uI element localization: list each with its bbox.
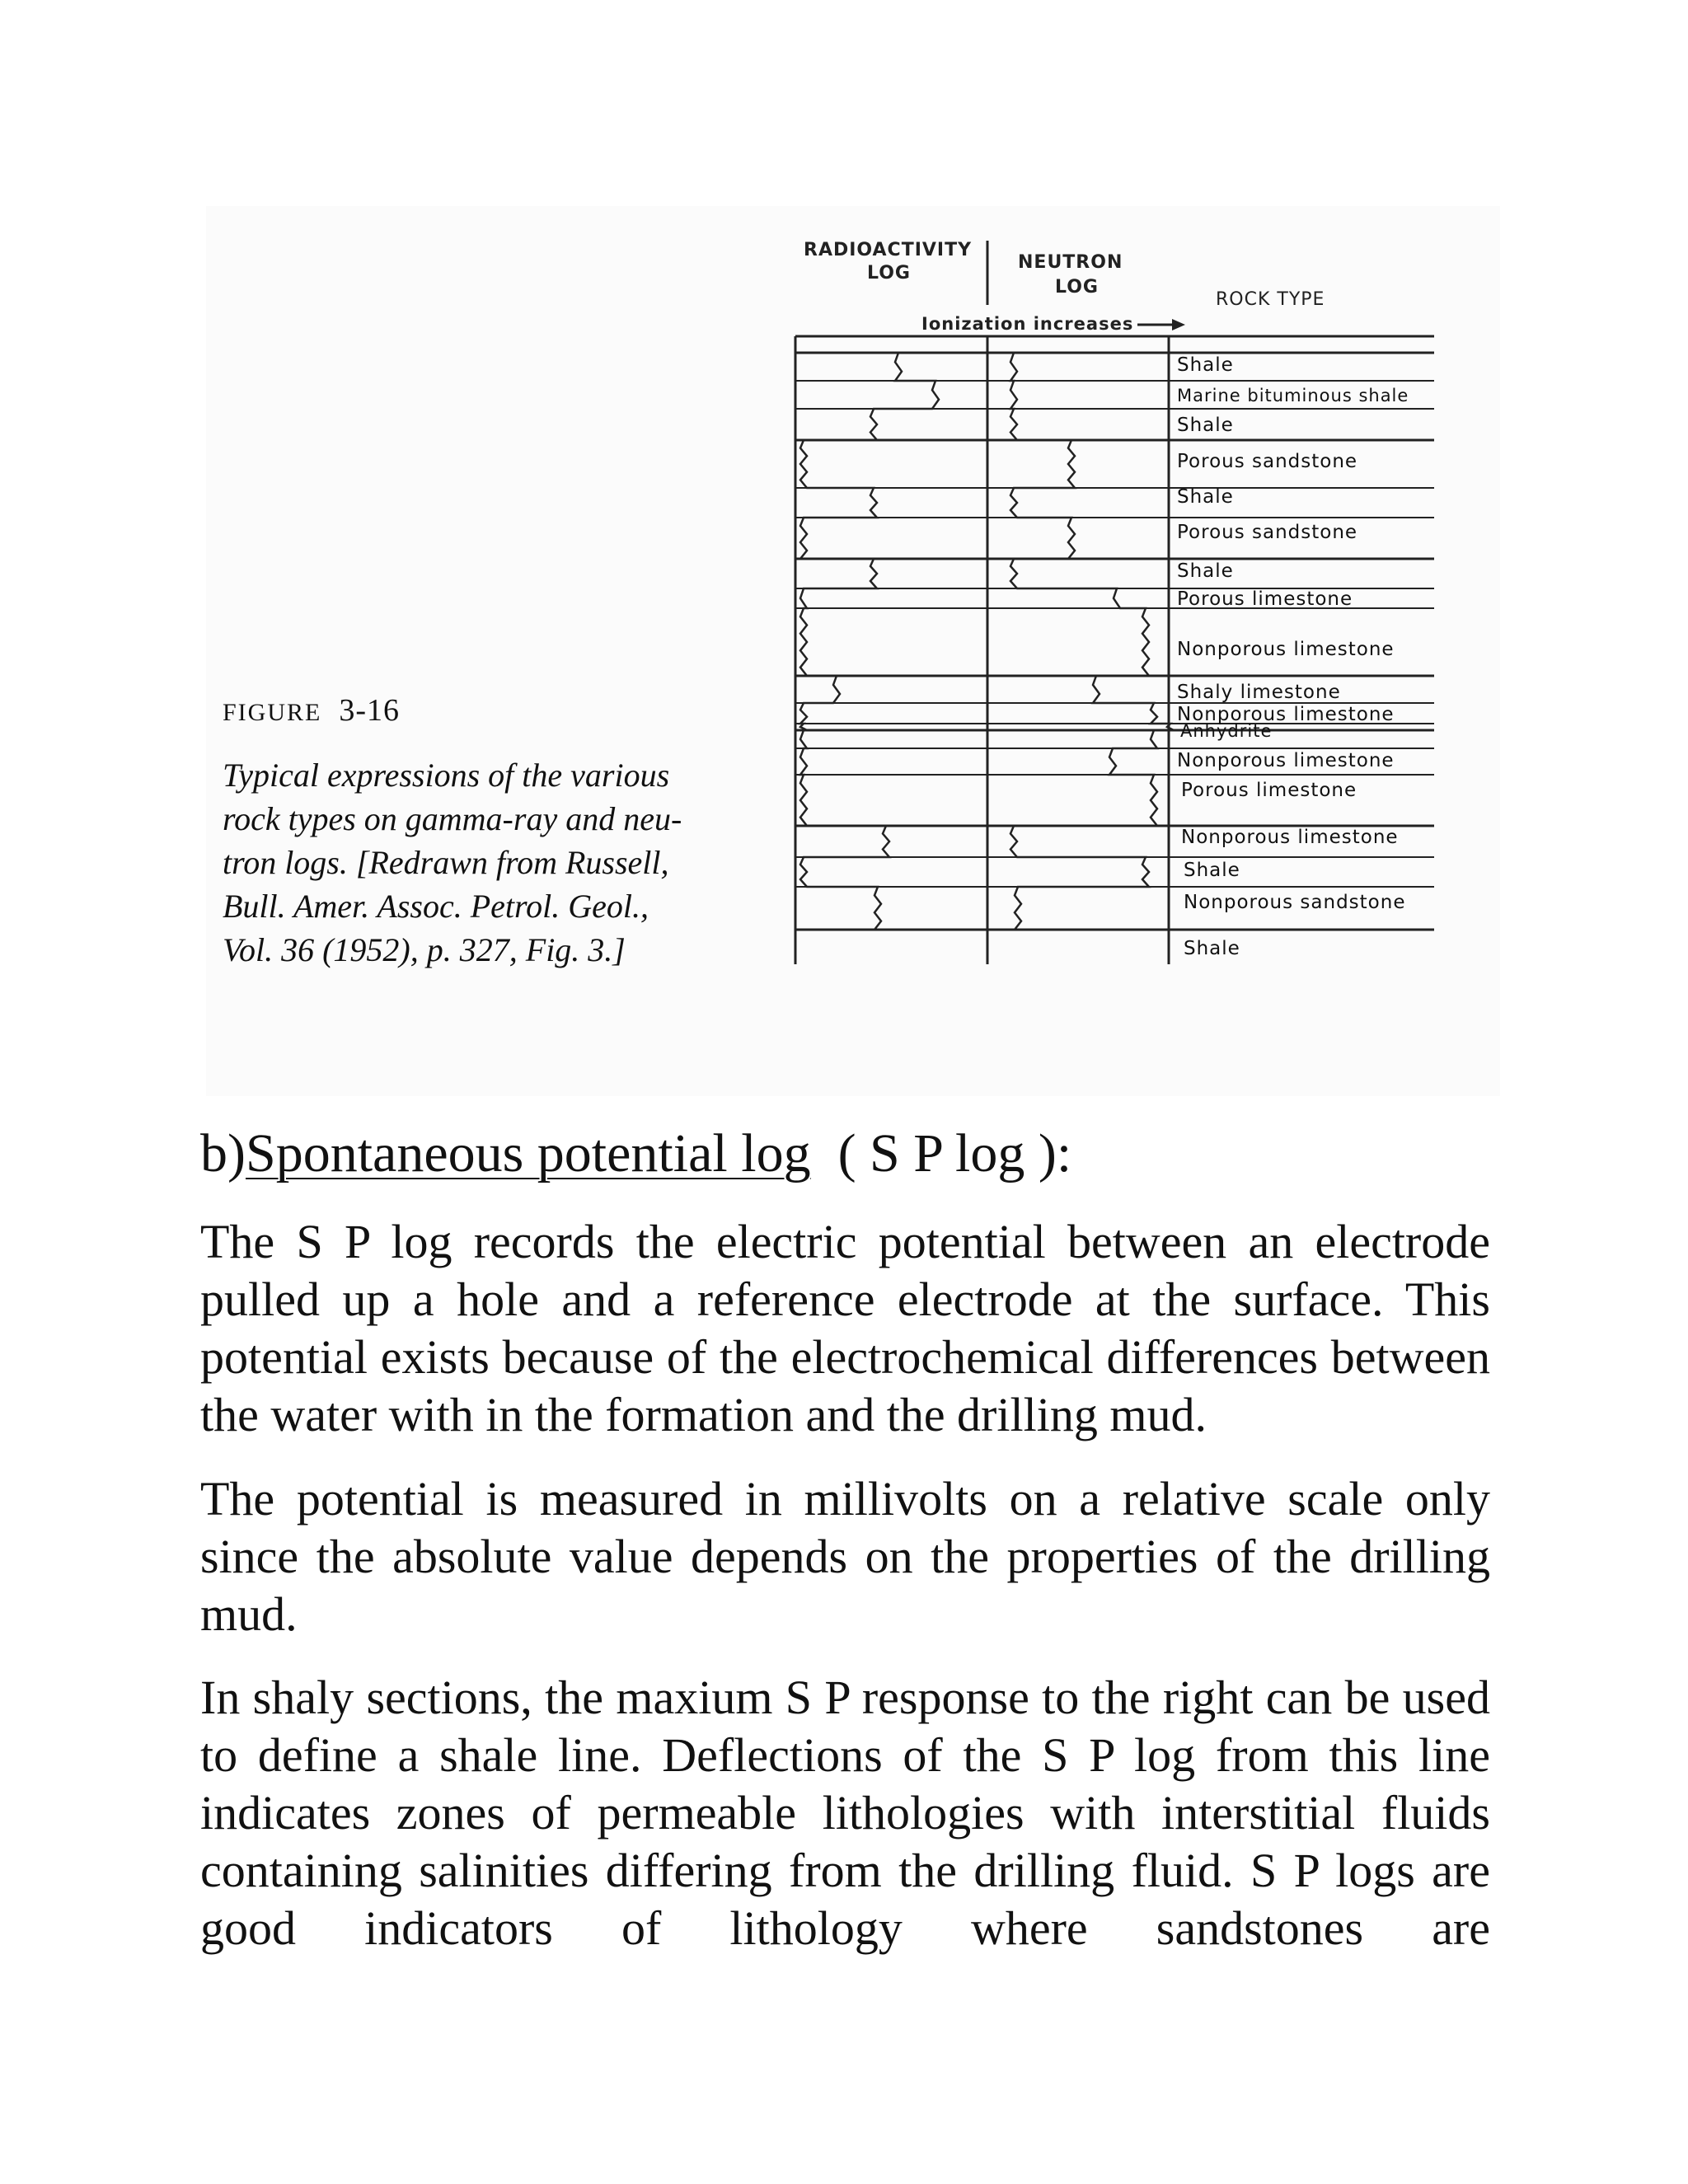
- figure-number-prefix: FIGURE: [223, 699, 322, 726]
- figure-caption-line: Bull. Amer. Assoc. Petrol. Geol.,: [223, 888, 649, 925]
- section-heading-prefix: b): [200, 1123, 246, 1183]
- figure-caption-line: tron logs. [Redrawn from Russell,: [223, 844, 669, 881]
- rock-type-label: Shale: [1177, 415, 1234, 436]
- ionization-arrow-icon: [1137, 319, 1185, 330]
- rock-type-label: Porous sandstone: [1177, 522, 1358, 543]
- rock-type-label: Anhydrite: [1180, 721, 1273, 741]
- section-heading-title: Spontaneous potential log: [245, 1123, 811, 1183]
- figure-caption-line: Typical expressions of the various: [223, 757, 670, 794]
- rock-type-label: Shale: [1177, 354, 1234, 376]
- neutron-header-line1: NEUTRON: [1018, 252, 1123, 273]
- rock-type-label: Marine bituminous shale: [1177, 386, 1409, 405]
- section-heading-suffix: ( S P log ):: [810, 1123, 1072, 1183]
- rock-type-label: Nonporous limestone: [1177, 704, 1395, 725]
- section-heading: [200, 1121, 1071, 1187]
- neutron-header-line2: LOG: [1055, 277, 1099, 298]
- paragraph: The potential is measured in millivolts on a relative scale only since the absolute value depends on the properties of the drilling mud.: [200, 1472, 1490, 1641]
- rock-type-label: Nonporous limestone: [1181, 827, 1399, 848]
- radioactivity-header-line2: LOG: [867, 263, 911, 284]
- radioactivity-header-line1: RADIOACTIVITY: [804, 240, 973, 260]
- figure-caption-line: Vol. 36 (1952), p. 327, Fig. 3.]: [223, 931, 626, 968]
- rock-type-label: Shale: [1177, 560, 1234, 582]
- rock-type-header: ROCK TYPE: [1216, 289, 1325, 310]
- rock-type-labels: [1177, 354, 1409, 959]
- paragraph: In shaly sections, the maxium S P response to the right can be used to define a shale line. Deflections of the S P log from this line indicates zones of permeable lithologies with interstitial fluids containing salinities differing from the drilling fluid. S P logs are good indicators of lithology where sandstones are: [200, 1671, 1490, 1955]
- figure-caption-block: [223, 692, 750, 972]
- rock-type-label: Nonporous limestone: [1177, 750, 1395, 771]
- figure-caption-line: rock types on gamma-ray and neu-: [223, 800, 682, 837]
- rock-type-label: Porous sandstone: [1177, 451, 1358, 472]
- well-log-diagram: [767, 231, 1451, 989]
- rock-type-label: Shale: [1184, 938, 1240, 959]
- figure-caption: [223, 753, 750, 972]
- rock-type-label: Shale: [1184, 860, 1240, 881]
- figure-number: [223, 692, 750, 729]
- rock-type-label: Nonporous sandstone: [1184, 892, 1406, 913]
- rock-type-label: Nonporous limestone: [1177, 639, 1395, 660]
- rock-type-label: Shale: [1177, 486, 1234, 508]
- rock-type-label: Porous limestone: [1177, 588, 1353, 610]
- rock-type-label: Shaly limestone: [1177, 682, 1341, 703]
- ionization-label: Ionization increases: [921, 314, 1134, 334]
- figure-number-value: 3-16: [339, 693, 400, 728]
- rock-type-label: Porous limestone: [1181, 780, 1357, 801]
- paragraph: The S P log records the electric potential between an electrode pulled up a hole and a reference electrode at the surface. This potential exists because of the electrochemical differences between the water with in the formation and the drilling mud.: [200, 1215, 1490, 1441]
